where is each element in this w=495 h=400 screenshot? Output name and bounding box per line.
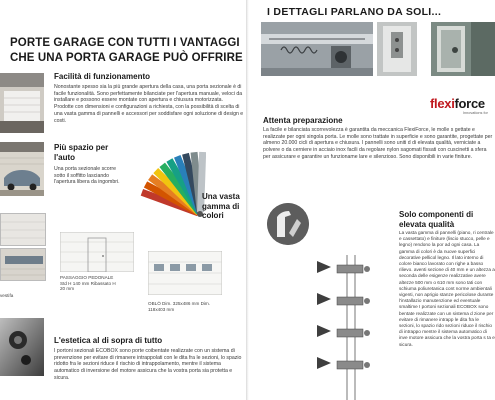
- car-garage-photo: [0, 142, 44, 196]
- logo-brand-b: force: [454, 96, 485, 111]
- logo-tagline: Innovations for: [463, 111, 488, 115]
- flexiforce-logo: [430, 96, 485, 111]
- garage-interior-photo: [0, 73, 44, 133]
- section-text-aesthetics: I portoni sezionali ECOBOX sono porte coibentate realizzate con un sistema di prevenzione per evitare di rimanere intrappolati con le dita fra le sezioni, lo spazio ridotto fra le sezioni riduce il rischio di intrappolamento, mentre il sistema automatico di inversione del motore assicura che la vostra porta sia protetta e sicura.: [54, 348, 242, 381]
- left-headline: PORTE GARAGE CON TUTTI I VANTAGGI CHE UNA PORTA GARAGE PUÒ OFFRIRE: [10, 37, 243, 64]
- section-title-functionality: Facilità di funzionamento: [54, 72, 151, 81]
- technical-section-drawing: [307, 255, 377, 400]
- section-title-more-space: Più spazio per l'auto: [54, 143, 109, 162]
- section-text-preparation: La facile e bilanciata scorrevolezza è garantita da meccanica FlexiForce, le molle s gettate e realizzate per ogni singola porta. Le molle sono trattate in superficie e sono garantite, progettate per almeno 20.000 cicli di apertura e chiusura. I pannelli sono uniti d di elevata qualità, verniciate a polvere o da cerniere in acciaio inox facili da regolare nylon sagomati fissati con cuscinetti a sfera per assicurare e garantire un funzioname lare e silenzioso. Sono disponibili in varie finiture.: [263, 127, 493, 160]
- section-title-preparation: Attenta preparazione: [263, 116, 343, 125]
- section-text-components: La vasta gamma di pannelli (piano, ri centrale e cassettato) e finiture (liscio stucco, pelle e legno) rendono la por ad ogni casa. La gamma di colori è da nuove superfici decorative pellicol legno. Il lato interno di colore bianco lavorato con righe a basso rilievo. aventi sezione di 40 mm e un altezza a seconda delle esigenze realizzative avere altezze 500 mm o 610 mm sono tati con schiuma poliuretanica cont norme ambientali vigenti, non aprigio stanze pericolose durante l'installazio manutenzione ed eventuale smaltime I portoni sezionali ECOBOX sono bentate realizzate con un sistema d zione per evitare di rimanere intrapp le dita fra le sezioni, lo spazio rido sezioni riduce il rischio di intrappo mentre il sistema automatico di inve motore assicura che la vostra porta s ta e sicura.: [399, 230, 495, 347]
- door-sample-thumb: [0, 213, 46, 246]
- section-text-more-space: Una porta sezionale scorre sotto il soffitto lasciando l'apertura libera da ingombri.: [54, 166, 120, 186]
- section-title-aesthetics: L'estetica al di sopra di tutto: [54, 336, 163, 345]
- color-fan-label: Una vasta gamma di colori: [202, 192, 240, 220]
- right-headline: I DETTAGLI PARLANO DA SOLI...: [267, 6, 442, 18]
- hinge-detail-photo: [377, 22, 417, 76]
- thumb-caption: vestifa: [0, 293, 14, 298]
- section-text-functionality: Nonostante spesso sia la più grande apertura della casa, una porta sezionale è di facile funzionalità. Sono perfettamente bilanciate per l'apertura manuale, veloci da installare e possono essere montate con apertura e chiusura motorizzata. Prodotte con dimensioni e configurazioni a richiesta, con la possibilità di scelta di una vasta gamma di pannelli e accessori per soddisfare ogni soluzione di design e costi.: [54, 84, 244, 124]
- logo-brand-a: flexi: [430, 96, 455, 111]
- left-page: [0, 0, 247, 400]
- color-fan-image: [140, 150, 206, 220]
- components-icon: [267, 203, 309, 245]
- spring-mechanism-photo: [261, 22, 373, 76]
- door-pedestrian-caption: PASSAGGIO PEDONALE Std H 140 mm Ribassato H 20 mm: [60, 275, 116, 292]
- right-page: [249, 0, 495, 400]
- door-pedestrian-passage-image: [60, 232, 134, 272]
- section-title-components: Solo componenti di elevata qualità: [399, 210, 474, 229]
- door-panel-detail-photo: [431, 22, 495, 76]
- door-porthole-image: [148, 251, 222, 295]
- door-porthole-caption: OBLÒ Dim. 325x486 mm Dim. 118x403 mm: [148, 301, 211, 312]
- door-handle-photo: [0, 318, 44, 376]
- window-sample-thumb: [0, 248, 46, 281]
